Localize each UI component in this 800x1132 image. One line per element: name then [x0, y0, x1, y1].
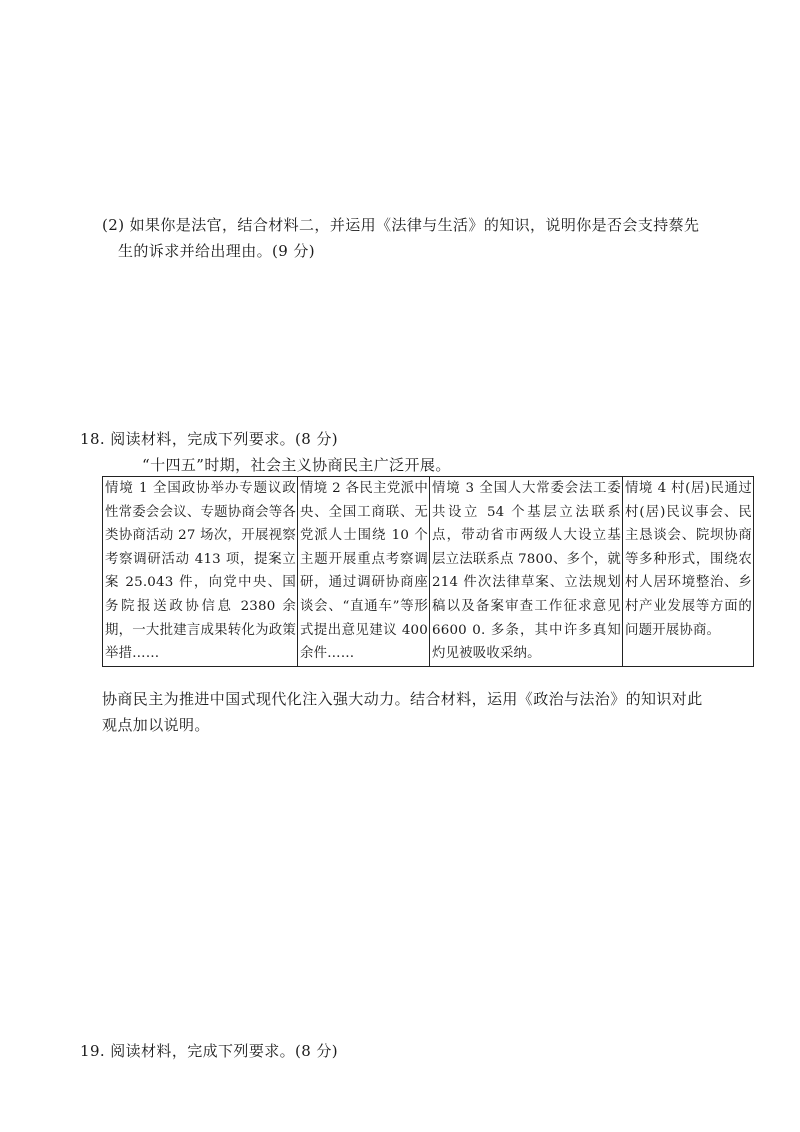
scenario-3-cell: 情境 3 全国人大常委会法工委共设立 54 个基层立法联系点，带动省市两级人大设立基层立法联系点 7800、多个，就 214 件次法律草案、立法规划稿以及备案审查工作征求意见 6600 0. 多条，其中许多真知灼见被吸收采纳。: [430, 477, 623, 667]
question-17-part-2-line-2: 生的诉求并给出理由。(9 分): [118, 242, 316, 260]
scenario-4-cell: 情境 4 村(居)民通过村(居)民议事会、民主恳谈会、院坝协商等多种形式，围绕农村人居环境整治、乡村产业发展等方面的问题开展协商。: [623, 477, 754, 667]
question-18-task: [102, 686, 742, 738]
question-17-part-2: [102, 212, 702, 264]
scenario-2-cell: 情境 2 各民主党派中央、全国工商联、无党派人士围绕 10 个主题开展重点考察调研，通过调研协商座谈会、“直通车”等形式提出意见建议 400 余件……: [298, 477, 430, 667]
scenario-row: [103, 477, 754, 667]
scenario-1-cell: 情境 1 全国政协举办专题议政性常委会会议、专题协商会等各类协商活动 27 场次，开展视察考察调研活动 413 项，提案立案 25.043 件，向党中央、国务院报送政协信息 2380 余期，一大批建言成果转化为政策举措……: [103, 477, 298, 667]
scenario-table: [102, 476, 754, 667]
question-18-intro: “十四五”时期，社会主义协商民主广泛开展。: [142, 456, 451, 474]
question-18-task-line-1: 协商民主为推进中国式现代化注入强大动力。结合材料，运用《政治与法治》的知识对此: [102, 690, 703, 708]
question-18-heading: 18. 阅读材料，完成下列要求。(8 分): [80, 430, 339, 448]
question-17-part-2-line-1: (2) 如果你是法官，结合材料二，并运用《法律与生活》的知识，说明你是否会支持蔡先: [102, 216, 700, 234]
question-18-task-line-2: 观点加以说明。: [102, 716, 210, 734]
question-19-heading: 19. 阅读材料，完成下列要求。(8 分): [80, 1042, 339, 1060]
